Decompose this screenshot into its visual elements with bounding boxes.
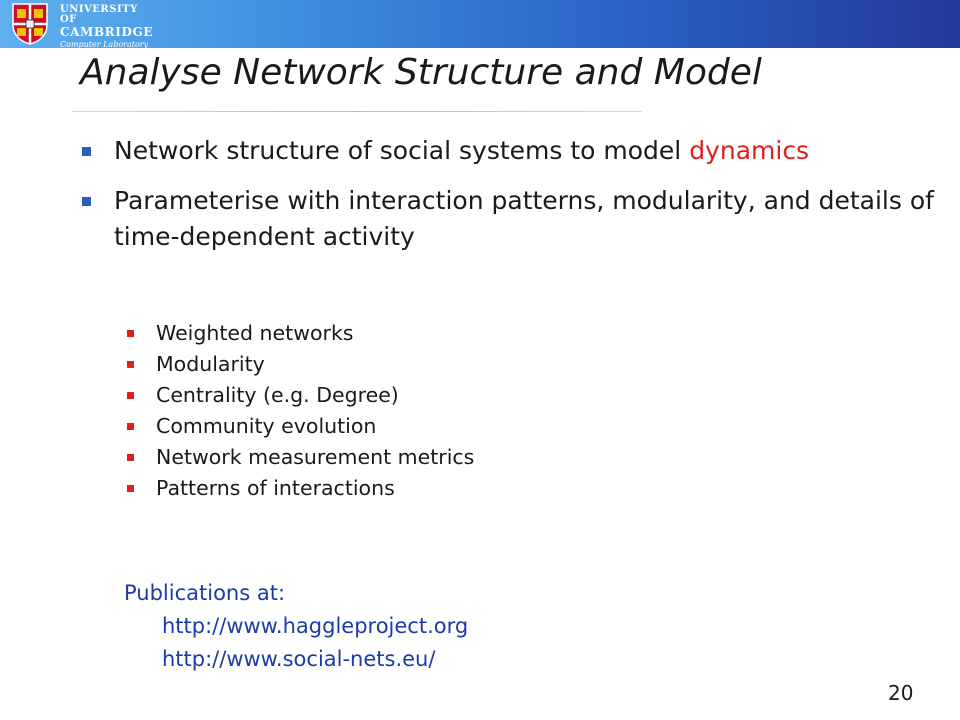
title-divider xyxy=(72,111,642,112)
sub-bullet-item xyxy=(124,442,724,473)
haggle-project-link[interactable]: http://www.haggleproject.org xyxy=(162,614,469,638)
bullet-item xyxy=(78,133,958,169)
square-bullet-icon xyxy=(127,330,134,337)
bullet-highlight: dynamics xyxy=(689,136,810,165)
logo-line-1: UNIVERSITY OF xyxy=(60,4,138,25)
university-logo xyxy=(8,2,158,49)
bullet-text: Network structure of social systems to model xyxy=(114,136,690,165)
sub-bullet-item xyxy=(124,411,724,442)
social-nets-link[interactable]: http://www.social-nets.eu/ xyxy=(162,647,436,671)
publications-label: Publications at: xyxy=(124,581,286,605)
sub-bullet-list xyxy=(124,318,724,504)
sub-bullet-item xyxy=(124,349,724,380)
cambridge-crest-icon xyxy=(12,3,48,45)
page-number: 20 xyxy=(888,681,914,705)
square-bullet-icon xyxy=(127,361,134,368)
sub-bullet-text: Centrality (e.g. Degree) xyxy=(156,383,399,407)
bullet-text: Parameterise with interaction patterns, modularity, and details of time-dependent activity xyxy=(114,186,934,251)
square-bullet-icon xyxy=(82,147,91,156)
logo-line-3: Computer Laboratory xyxy=(60,40,149,49)
sub-bullet-item xyxy=(124,380,724,411)
square-bullet-icon xyxy=(82,197,91,206)
logo-line-2: CAMBRIDGE xyxy=(60,25,154,39)
sub-bullet-text: Modularity xyxy=(156,352,265,376)
sub-bullet-text: Weighted networks xyxy=(156,321,354,345)
main-bullet-list xyxy=(78,133,958,269)
square-bullet-icon xyxy=(127,454,134,461)
square-bullet-icon xyxy=(127,423,134,430)
sub-bullet-item xyxy=(124,473,724,504)
sub-bullet-item xyxy=(124,318,724,349)
sub-bullet-text: Community evolution xyxy=(156,414,377,438)
bullet-item xyxy=(78,183,958,255)
square-bullet-icon xyxy=(127,485,134,492)
square-bullet-icon xyxy=(127,392,134,399)
publications-block xyxy=(124,577,468,676)
sub-bullet-text: Network measurement metrics xyxy=(156,445,475,469)
sub-bullet-text: Patterns of interactions xyxy=(156,476,395,500)
header-bar xyxy=(0,0,960,48)
slide-title: Analyse Network Structure and Model xyxy=(80,52,762,93)
